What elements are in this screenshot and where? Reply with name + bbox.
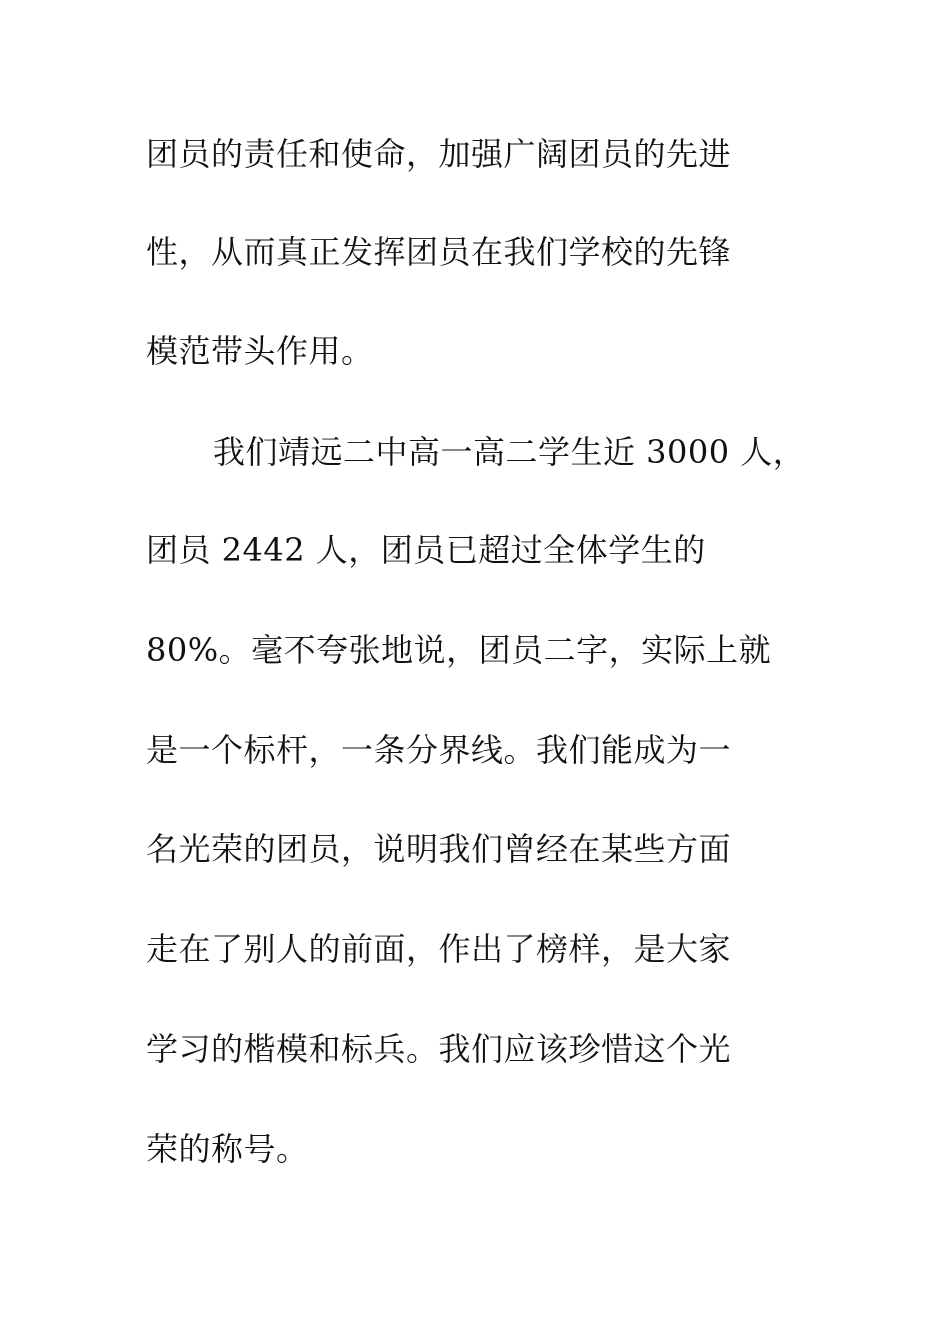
text-line: 学习的楷模和标兵。我们应该珍惜这个光 xyxy=(146,1030,732,1068)
text-line: 名光荣的团员，说明我们曾经在某些方面 xyxy=(146,830,732,868)
text-line: 团员 2442 人，团员已超过全体学生的 xyxy=(146,531,706,569)
paragraph-start-line: 我们靖远二中高一高二学生近 3000 人， xyxy=(213,433,806,471)
text-line: 模范带头作用。 xyxy=(146,332,374,370)
text-line: 性，从而真正发挥团员在我们学校的先锋 xyxy=(146,233,732,271)
text-line: 80%。毫不夸张地说，团员二字，实际上就 xyxy=(146,631,772,669)
text-line: 走在了别人的前面，作出了榜样，是大家 xyxy=(146,930,732,968)
text-line: 团员的责任和使命，加强广阔团员的先进 xyxy=(146,135,732,173)
text-line: 荣的称号。 xyxy=(146,1130,309,1168)
text-line: 是一个标杆，一条分界线。我们能成为一 xyxy=(146,731,732,769)
